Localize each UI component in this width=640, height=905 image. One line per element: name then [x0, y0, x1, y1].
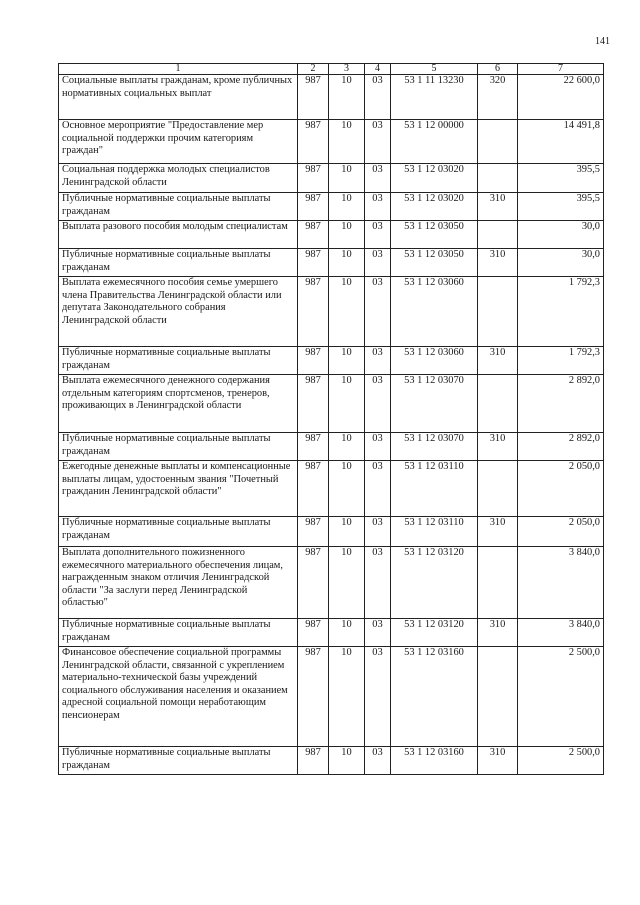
row-amount-cell: 30,0: [518, 249, 604, 277]
row-csr-cell: 53 1 12 03070: [391, 433, 478, 461]
table-row: [59, 277, 604, 347]
row-vr-cell: 310: [478, 747, 518, 775]
row-razdel-cell: 10: [329, 193, 365, 221]
row-podrazdel-cell: 03: [365, 433, 391, 461]
row-amount-cell: 2 500,0: [518, 747, 604, 775]
row-ved-cell: 987: [298, 647, 329, 747]
row-amount-cell: 2 500,0: [518, 647, 604, 747]
row-amount-cell: 3 840,0: [518, 547, 604, 619]
row-ved-cell: 987: [298, 547, 329, 619]
row-razdel-cell: 10: [329, 461, 365, 517]
table-row: [59, 747, 604, 775]
row-vr-cell: [478, 164, 518, 193]
row-vr-cell: [478, 547, 518, 619]
row-name-cell: Ежегодные денежные выплаты и компенсационные выплаты лицам, удостоенным звания "Почетный гражданин Ленинградской области": [59, 461, 298, 517]
row-amount-cell: 30,0: [518, 221, 604, 249]
row-ved-cell: 987: [298, 164, 329, 193]
row-vr-cell: 310: [478, 193, 518, 221]
row-name-cell: Публичные нормативные социальные выплаты гражданам: [59, 619, 298, 647]
row-vr-cell: [478, 221, 518, 249]
row-razdel-cell: 10: [329, 747, 365, 775]
row-ved-cell: 987: [298, 517, 329, 547]
row-podrazdel-cell: 03: [365, 547, 391, 619]
column-header: 3: [329, 64, 365, 75]
table-row: [59, 120, 604, 164]
row-razdel-cell: 10: [329, 120, 365, 164]
row-vr-cell: [478, 647, 518, 747]
row-csr-cell: 53 1 12 03020: [391, 193, 478, 221]
table-row: [59, 375, 604, 433]
row-podrazdel-cell: 03: [365, 619, 391, 647]
row-razdel-cell: 10: [329, 277, 365, 347]
row-ved-cell: 987: [298, 120, 329, 164]
row-name-cell: Выплата ежемесячного денежного содержания отдельным категориям спортсменов, тренеров, проживающих в Ленинградской области: [59, 375, 298, 433]
row-csr-cell: 53 1 11 13230: [391, 75, 478, 120]
row-podrazdel-cell: 03: [365, 221, 391, 249]
row-amount-cell: 395,5: [518, 164, 604, 193]
row-ved-cell: 987: [298, 461, 329, 517]
table-row: [59, 433, 604, 461]
row-vr-cell: 310: [478, 619, 518, 647]
column-header: 4: [365, 64, 391, 75]
row-ved-cell: 987: [298, 347, 329, 375]
row-podrazdel-cell: 03: [365, 461, 391, 517]
row-amount-cell: 22 600,0: [518, 75, 604, 120]
table-row: [59, 164, 604, 193]
table-row: [59, 619, 604, 647]
table-row: [59, 75, 604, 120]
row-razdel-cell: 10: [329, 517, 365, 547]
row-amount-cell: 1 792,3: [518, 347, 604, 375]
column-header: 2: [298, 64, 329, 75]
column-header: 1: [59, 64, 298, 75]
row-podrazdel-cell: 03: [365, 75, 391, 120]
page-number: 141: [595, 36, 610, 47]
row-amount-cell: 14 491,8: [518, 120, 604, 164]
row-ved-cell: 987: [298, 747, 329, 775]
column-header: 7: [518, 64, 604, 75]
table-row: [59, 347, 604, 375]
row-csr-cell: 53 1 12 03160: [391, 747, 478, 775]
row-amount-cell: 3 840,0: [518, 619, 604, 647]
row-razdel-cell: 10: [329, 619, 365, 647]
row-vr-cell: 310: [478, 249, 518, 277]
row-csr-cell: 53 1 12 03120: [391, 547, 478, 619]
table-row: [59, 193, 604, 221]
row-podrazdel-cell: 03: [365, 249, 391, 277]
row-podrazdel-cell: 03: [365, 193, 391, 221]
row-csr-cell: 53 1 12 03050: [391, 221, 478, 249]
row-name-cell: Выплата дополнительного пожизненного ежемесячного материального обеспечения лицам, награжденным знаком отличия Ленинградской области "За заслуги перед Ленинградской областью": [59, 547, 298, 619]
row-name-cell: Публичные нормативные социальные выплаты гражданам: [59, 747, 298, 775]
row-name-cell: Выплата ежемесячного пособия семье умершего члена Правительства Ленинградской области или депутата Законодательного собрания Ленинградской области: [59, 277, 298, 347]
row-razdel-cell: 10: [329, 433, 365, 461]
row-csr-cell: 53 1 12 03160: [391, 647, 478, 747]
row-podrazdel-cell: 03: [365, 120, 391, 164]
row-amount-cell: 2 050,0: [518, 461, 604, 517]
table-row: [59, 547, 604, 619]
row-csr-cell: 53 1 12 03110: [391, 517, 478, 547]
row-csr-cell: 53 1 12 03120: [391, 619, 478, 647]
row-razdel-cell: 10: [329, 75, 365, 120]
row-vr-cell: 310: [478, 347, 518, 375]
table-row: [59, 221, 604, 249]
row-podrazdel-cell: 03: [365, 164, 391, 193]
row-name-cell: Публичные нормативные социальные выплаты гражданам: [59, 347, 298, 375]
row-razdel-cell: 10: [329, 221, 365, 249]
row-name-cell: Публичные нормативные социальные выплаты гражданам: [59, 193, 298, 221]
row-ved-cell: 987: [298, 433, 329, 461]
row-csr-cell: 53 1 12 03110: [391, 461, 478, 517]
row-vr-cell: [478, 120, 518, 164]
table-row: [59, 249, 604, 277]
row-ved-cell: 987: [298, 75, 329, 120]
row-csr-cell: 53 1 12 03070: [391, 375, 478, 433]
row-csr-cell: 53 1 12 00000: [391, 120, 478, 164]
row-csr-cell: 53 1 12 03060: [391, 277, 478, 347]
row-vr-cell: 310: [478, 433, 518, 461]
row-vr-cell: 310: [478, 517, 518, 547]
row-amount-cell: 2 892,0: [518, 433, 604, 461]
row-ved-cell: 987: [298, 221, 329, 249]
budget-table: [58, 63, 604, 775]
row-ved-cell: 987: [298, 277, 329, 347]
row-ved-cell: 987: [298, 619, 329, 647]
row-name-cell: Социальная поддержка молодых специалистов Ленинградской области: [59, 164, 298, 193]
row-csr-cell: 53 1 12 03050: [391, 249, 478, 277]
row-amount-cell: 2 050,0: [518, 517, 604, 547]
row-podrazdel-cell: 03: [365, 375, 391, 433]
row-name-cell: Выплата разового пособия молодым специалистам: [59, 221, 298, 249]
row-name-cell: Основное мероприятие "Предоставление мер социальной поддержки прочим категориям граждан": [59, 120, 298, 164]
column-header: 6: [478, 64, 518, 75]
row-amount-cell: 395,5: [518, 193, 604, 221]
row-name-cell: Финансовое обеспечение социальной программы Ленинградской области, связанной с укреплением материально-технической базы учреждений социального обслуживания населения и оказанием адресной социальной помощи неработающим пенсионерам: [59, 647, 298, 747]
row-vr-cell: [478, 375, 518, 433]
row-razdel-cell: 10: [329, 249, 365, 277]
row-vr-cell: [478, 461, 518, 517]
row-name-cell: Публичные нормативные социальные выплаты гражданам: [59, 249, 298, 277]
row-razdel-cell: 10: [329, 547, 365, 619]
row-csr-cell: 53 1 12 03060: [391, 347, 478, 375]
row-ved-cell: 987: [298, 249, 329, 277]
table-row: [59, 647, 604, 747]
row-csr-cell: 53 1 12 03020: [391, 164, 478, 193]
table-row: [59, 461, 604, 517]
row-vr-cell: 320: [478, 75, 518, 120]
table-row: [59, 517, 604, 547]
row-razdel-cell: 10: [329, 375, 365, 433]
table-header-row: [59, 64, 604, 75]
column-header: 5: [391, 64, 478, 75]
row-razdel-cell: 10: [329, 347, 365, 375]
row-ved-cell: 987: [298, 375, 329, 433]
row-razdel-cell: 10: [329, 647, 365, 747]
row-podrazdel-cell: 03: [365, 517, 391, 547]
row-ved-cell: 987: [298, 193, 329, 221]
row-podrazdel-cell: 03: [365, 277, 391, 347]
row-vr-cell: [478, 277, 518, 347]
row-amount-cell: 1 792,3: [518, 277, 604, 347]
row-podrazdel-cell: 03: [365, 347, 391, 375]
row-name-cell: Публичные нормативные социальные выплаты гражданам: [59, 517, 298, 547]
row-razdel-cell: 10: [329, 164, 365, 193]
row-podrazdel-cell: 03: [365, 747, 391, 775]
row-podrazdel-cell: 03: [365, 647, 391, 747]
row-name-cell: Социальные выплаты гражданам, кроме публичных нормативных социальных выплат: [59, 75, 298, 120]
row-amount-cell: 2 892,0: [518, 375, 604, 433]
row-name-cell: Публичные нормативные социальные выплаты гражданам: [59, 433, 298, 461]
